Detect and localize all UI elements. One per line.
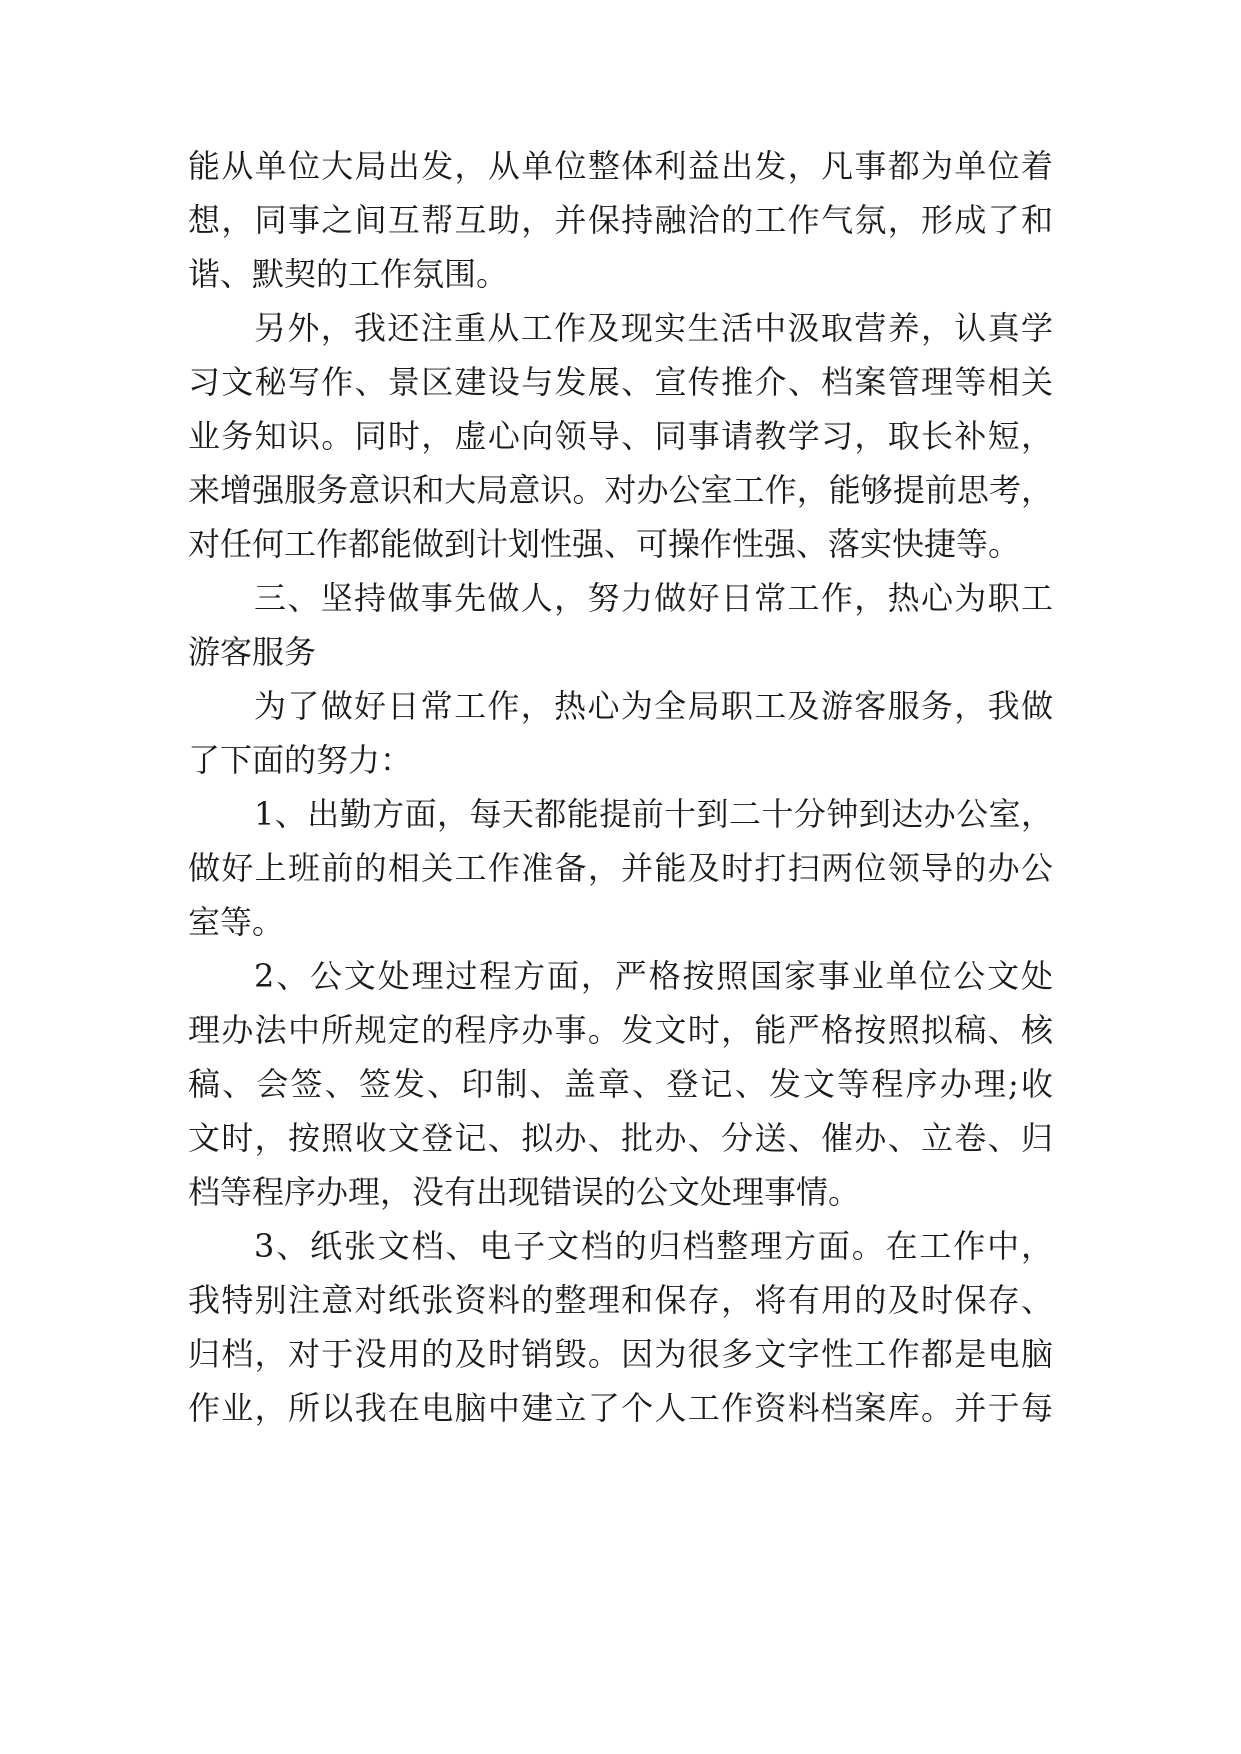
text-line: 能从单位大局出发，从单位整体利益出发，凡事都为单位着 [188, 147, 1053, 185]
section-heading: 三、坚持做事先做人，努力做好日常工作，热心为职工 [254, 579, 1053, 617]
text-line: 谐、默契的工作氛围。 [188, 255, 509, 293]
text-line: 我特别注意对纸张资料的整理和保存，将有用的及时保存、 [188, 1281, 1053, 1319]
text-line: 习文秘写作、景区建设与发展、宣传推介、档案管理等相关 [188, 363, 1053, 401]
list-item-1: 1、出勤方面，每天都能提前十到二十分钟到达办公室， [254, 795, 1053, 833]
list-item-2: 2、公文处理过程方面，严格按照国家事业单位公文处 [254, 957, 1053, 995]
text-line: 归档，对于没用的及时销毁。因为很多文字性工作都是电脑 [188, 1335, 1053, 1373]
text-line: 室等。 [188, 903, 285, 941]
list-item-3: 3、纸张文档、电子文档的归档整理方面。在工作中， [254, 1227, 1053, 1265]
text-line: 对任何工作都能做到计划性强、可操作性强、落实快捷等。 [188, 525, 1021, 563]
paragraph-first-line: 另外，我还注重从工作及现实生活中汲取营养，认真学 [254, 309, 1053, 347]
text-line: 理办法中所规定的程序办事。发文时，能严格按照拟稿、核 [188, 1011, 1053, 1049]
section-heading-continued: 游客服务 [188, 633, 317, 671]
text-line: 想，同事之间互帮互助，并保持融洽的工作气氛，形成了和 [188, 201, 1053, 239]
text-line: 了下面的努力： [188, 741, 413, 779]
text-line: 档等程序办理，没有出现错误的公文处理事情。 [188, 1173, 861, 1211]
text-line: 文时，按照收文登记、拟办、批办、分送、催办、立卷、归 [188, 1119, 1053, 1157]
text-line: 来增强服务意识和大局意识。对办公室工作，能够提前思考， [188, 471, 1053, 509]
text-line: 作业，所以我在电脑中建立了个人工作资料档案库。并于每 [188, 1389, 1053, 1427]
text-line: 稿、会签、签发、印制、盖章、登记、发文等程序办理;收 [188, 1065, 1053, 1103]
text-line: 业务知识。同时，虚心向领导、同事请教学习，取长补短， [188, 417, 1053, 455]
text-line: 做好上班前的相关工作准备，并能及时打扫两位领导的办公 [188, 849, 1053, 887]
paragraph-first-line: 为了做好日常工作，热心为全局职工及游客服务，我做 [254, 687, 1053, 725]
